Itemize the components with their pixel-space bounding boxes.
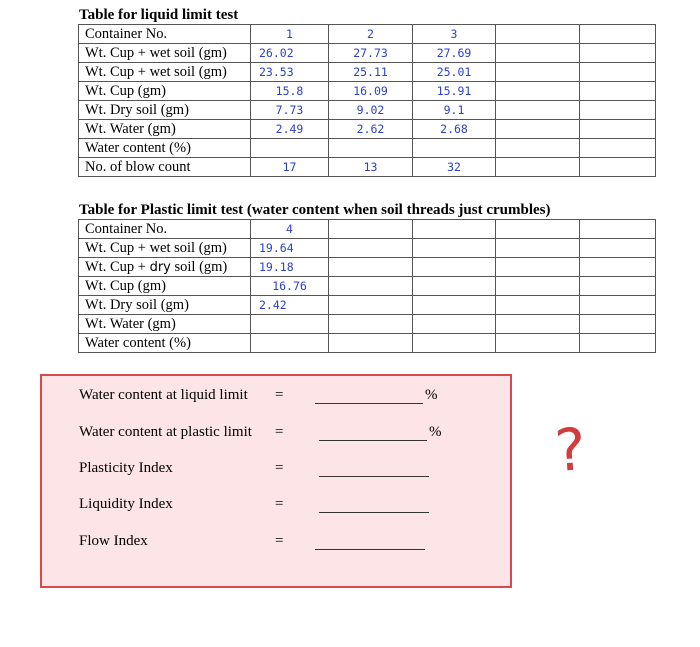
cell-value <box>496 139 580 158</box>
cell-value: 2.42 <box>251 296 329 315</box>
equals-sign: = <box>275 387 284 403</box>
cell-value: 19.18 <box>251 258 329 277</box>
cell-value <box>580 25 656 44</box>
cell-value: 25.01 <box>413 63 496 82</box>
result-row-plasticity-index <box>79 460 284 477</box>
equals-sign: = <box>275 496 284 512</box>
cell-value <box>329 239 413 258</box>
answer-blank <box>315 533 425 550</box>
cell-value <box>413 139 496 158</box>
cell-value: 1 <box>251 25 329 44</box>
cell-value <box>413 277 496 296</box>
table-row <box>79 239 656 258</box>
table-row <box>79 82 656 101</box>
cell-value: 25.11 <box>329 63 413 82</box>
cell-value: 9.1 <box>413 101 496 120</box>
cell-value <box>580 296 656 315</box>
cell-value: 2.62 <box>329 120 413 139</box>
cell-value <box>496 277 580 296</box>
cell-value <box>496 44 580 63</box>
cell-value <box>329 220 413 239</box>
cell-value <box>580 277 656 296</box>
answer-blank <box>319 496 429 513</box>
cell-value <box>496 334 580 353</box>
question-mark-annotation: ? <box>552 415 589 485</box>
result-row-plastic-limit <box>79 424 442 441</box>
plastic-limit-table <box>78 219 656 353</box>
cell-value <box>580 63 656 82</box>
table-row <box>79 63 656 82</box>
result-label: Plasticity Index <box>79 460 173 476</box>
answer-blank <box>319 424 427 441</box>
cell-value <box>580 334 656 353</box>
row-label: Wt. Dry soil (gm) <box>79 101 251 120</box>
cell-value: 16.76 <box>251 277 329 296</box>
cell-value: 27.69 <box>413 44 496 63</box>
cell-value <box>580 315 656 334</box>
liquid-limit-table <box>78 24 656 177</box>
cell-value <box>496 220 580 239</box>
cell-value <box>329 315 413 334</box>
row-label: Water content (%) <box>79 139 251 158</box>
row-label: Wt. Cup + wet soil (gm) <box>79 63 251 82</box>
cell-value: 15.91 <box>413 82 496 101</box>
cell-value: 4 <box>251 220 329 239</box>
cell-value <box>413 315 496 334</box>
cell-value: 26.02 <box>251 44 329 63</box>
table-row <box>79 315 656 334</box>
cell-value <box>329 277 413 296</box>
row-label: Wt. Dry soil (gm) <box>79 296 251 315</box>
row-label: Wt. Cup + wet soil (gm) <box>79 239 251 258</box>
results-box <box>40 374 512 588</box>
cell-value <box>580 44 656 63</box>
cell-value <box>580 220 656 239</box>
cell-value <box>580 101 656 120</box>
cell-value <box>580 239 656 258</box>
cell-value <box>496 315 580 334</box>
row-label: Wt. Water (gm) <box>79 315 251 334</box>
table-row <box>79 158 656 177</box>
row-label: Container No. <box>79 220 251 239</box>
table-row <box>79 334 656 353</box>
result-label: Water content at liquid limit <box>79 387 248 403</box>
table-row <box>79 25 656 44</box>
equals-sign: = <box>275 460 284 476</box>
liquid-limit-title: Table for liquid limit test <box>79 7 239 23</box>
cell-value <box>496 63 580 82</box>
cell-value <box>496 25 580 44</box>
cell-value <box>496 258 580 277</box>
table-row <box>79 296 656 315</box>
row-label <box>79 258 251 277</box>
result-label: Water content at plastic limit <box>79 424 252 440</box>
row-label-prefix: Wt. Cup + <box>85 258 150 275</box>
row-label-dry: dry <box>149 259 171 275</box>
cell-value <box>251 315 329 334</box>
table-row <box>79 101 656 120</box>
row-label: Wt. Cup + wet soil (gm) <box>79 44 251 63</box>
cell-value <box>496 120 580 139</box>
cell-value: 7.73 <box>251 101 329 120</box>
row-label: Wt. Water (gm) <box>79 120 251 139</box>
cell-value: 32 <box>413 158 496 177</box>
cell-value <box>329 258 413 277</box>
cell-value <box>329 296 413 315</box>
cell-value: 13 <box>329 158 413 177</box>
row-label: Container No. <box>79 25 251 44</box>
answer-blank <box>319 460 429 477</box>
equals-sign: = <box>275 533 284 549</box>
equals-sign: = <box>275 424 284 440</box>
cell-value <box>251 139 329 158</box>
cell-value <box>496 296 580 315</box>
cell-value: 16.09 <box>329 82 413 101</box>
cell-value: 15.8 <box>251 82 329 101</box>
cell-value <box>329 139 413 158</box>
cell-value: 2.68 <box>413 120 496 139</box>
row-label: No. of blow count <box>79 158 251 177</box>
cell-value: 17 <box>251 158 329 177</box>
cell-value: 2 <box>329 25 413 44</box>
cell-value <box>413 239 496 258</box>
table-row <box>79 258 656 277</box>
result-row-flow-index <box>79 533 284 550</box>
cell-value <box>580 120 656 139</box>
unit-percent: % <box>425 387 438 403</box>
table-row <box>79 220 656 239</box>
plastic-limit-title: Table for Plastic limit test (water content when soil threads just crumbles) <box>79 202 551 218</box>
cell-value <box>413 258 496 277</box>
result-label: Liquidity Index <box>79 496 173 512</box>
cell-value <box>496 101 580 120</box>
cell-value <box>580 258 656 277</box>
row-label: Wt. Cup (gm) <box>79 82 251 101</box>
cell-value <box>496 158 580 177</box>
cell-value <box>329 334 413 353</box>
cell-value <box>580 158 656 177</box>
result-row-liquid-limit <box>79 387 438 404</box>
cell-value: 23.53 <box>251 63 329 82</box>
cell-value: 9.02 <box>329 101 413 120</box>
cell-value: 27.73 <box>329 44 413 63</box>
row-label: Water content (%) <box>79 334 251 353</box>
cell-value <box>496 239 580 258</box>
cell-value: 19.64 <box>251 239 329 258</box>
cell-value <box>413 220 496 239</box>
table-row <box>79 120 656 139</box>
result-label: Flow Index <box>79 533 148 549</box>
cell-value <box>496 82 580 101</box>
unit-percent: % <box>429 424 442 440</box>
result-row-liquidity-index <box>79 496 284 513</box>
cell-value <box>580 139 656 158</box>
cell-value: 2.49 <box>251 120 329 139</box>
cell-value <box>580 82 656 101</box>
answer-blank <box>315 387 423 404</box>
table-row <box>79 44 656 63</box>
cell-value <box>251 334 329 353</box>
cell-value <box>413 334 496 353</box>
cell-value: 3 <box>413 25 496 44</box>
cell-value <box>413 296 496 315</box>
table-row <box>79 139 656 158</box>
row-label-suffix: soil (gm) <box>170 258 228 275</box>
table-row <box>79 277 656 296</box>
row-label: Wt. Cup (gm) <box>79 277 251 296</box>
